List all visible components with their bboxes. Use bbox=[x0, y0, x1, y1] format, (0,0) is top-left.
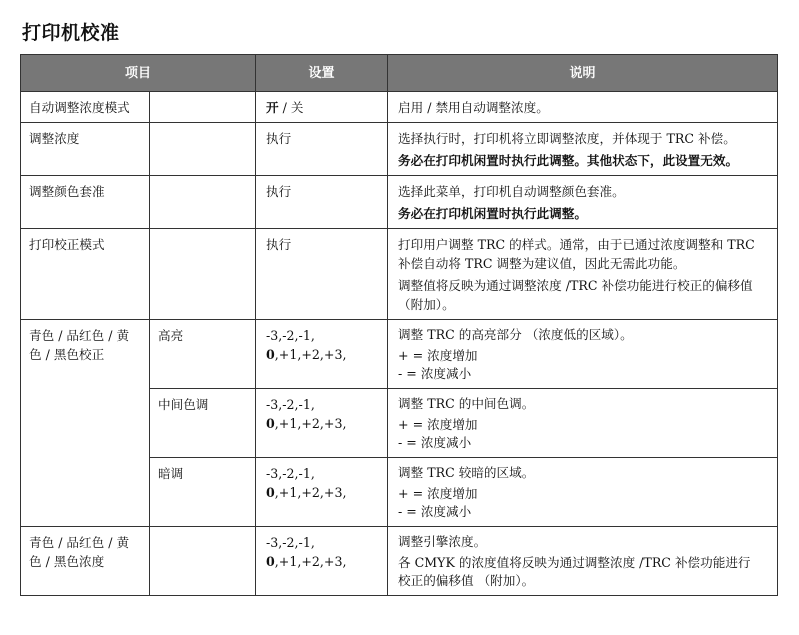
setting-option: / 关 bbox=[278, 100, 304, 115]
range-default: 0 bbox=[266, 416, 275, 431]
range-text: -3,-2,-1, bbox=[266, 535, 315, 550]
item-cell: 调整颜色套准 bbox=[21, 176, 150, 229]
description-text: 调整值将反映为通过调整浓度 /TRC 补偿功能进行校正的偏移值 bbox=[398, 278, 753, 293]
description-text: 调整引擎浓度。 bbox=[398, 534, 487, 549]
range-text: -3,-2,-1, bbox=[266, 397, 315, 412]
subitem-cell bbox=[150, 527, 256, 596]
minus-note: - = 浓度减小 bbox=[398, 435, 472, 450]
warning-text: 务必在打印机闲置时执行此调整。其他状态下，此设置无效。 bbox=[398, 153, 739, 168]
setting-cell bbox=[256, 389, 388, 458]
item-cell: 自动调整浓度模式 bbox=[21, 92, 150, 123]
description-cell bbox=[388, 458, 778, 527]
header-description: 说明 bbox=[388, 55, 778, 92]
table-row bbox=[21, 229, 778, 320]
description-text: 校正的偏移值 （附加）。 bbox=[398, 573, 535, 588]
range-text: ,+1,+2,+3, bbox=[274, 554, 347, 569]
item-text: 青色 / 品红色 / 黄 bbox=[29, 328, 130, 343]
header-setting: 设置 bbox=[256, 55, 388, 92]
description-cell bbox=[388, 320, 778, 389]
item-cell: 调整浓度 bbox=[21, 123, 150, 176]
setting-cell bbox=[256, 92, 388, 123]
description-text: （附加）。 bbox=[398, 297, 455, 312]
plus-note: + = 浓度增加 bbox=[398, 486, 478, 501]
subitem-cell bbox=[150, 92, 256, 123]
plus-note: + = 浓度增加 bbox=[398, 348, 478, 363]
description-cell bbox=[388, 176, 778, 229]
table-header-row bbox=[21, 55, 778, 92]
table-row bbox=[21, 320, 778, 389]
range-text: ,+1,+2,+3, bbox=[274, 347, 347, 362]
description-text: 调整 TRC 较暗的区域。 bbox=[398, 465, 535, 480]
item-cell: 打印校正模式 bbox=[21, 229, 150, 320]
subitem-cell bbox=[150, 176, 256, 229]
description-cell: 启用 / 禁用自动调整浓度。 bbox=[388, 92, 778, 123]
printer-calibration-table bbox=[20, 54, 778, 596]
page-title: 打印机校准 bbox=[22, 22, 120, 44]
description-text: 补偿自动将 TRC 调整为建议值，因此无需此功能。 bbox=[398, 256, 686, 271]
subitem-cell: 高亮 bbox=[150, 320, 256, 389]
description-text: 调整 TRC 的中间色调。 bbox=[398, 396, 535, 411]
description-cell bbox=[388, 527, 778, 596]
minus-note: - = 浓度减小 bbox=[398, 366, 472, 381]
range-text: -3,-2,-1, bbox=[266, 328, 315, 343]
description-text: 调整 TRC 的高亮部分 （浓度低的区域）。 bbox=[398, 327, 633, 342]
item-text: 色 / 黑色校正 bbox=[29, 347, 105, 362]
subitem-cell bbox=[150, 229, 256, 320]
setting-cell bbox=[256, 458, 388, 527]
subitem-cell: 中间色调 bbox=[150, 389, 256, 458]
warning-text: 务必在打印机闲置时执行此调整。 bbox=[398, 206, 587, 221]
description-cell bbox=[388, 229, 778, 320]
description-text: 选择执行时，打印机将立即调整浓度，并体现于 TRC 补偿。 bbox=[398, 131, 736, 146]
minus-note: - = 浓度减小 bbox=[398, 504, 472, 519]
subitem-cell bbox=[150, 123, 256, 176]
plus-note: + = 浓度增加 bbox=[398, 417, 478, 432]
setting-default: 开 bbox=[266, 100, 279, 115]
item-cell bbox=[21, 527, 150, 596]
header-item: 项目 bbox=[21, 55, 256, 92]
table-row bbox=[21, 123, 778, 176]
setting-cell: 执行 bbox=[256, 176, 388, 229]
table-row bbox=[21, 527, 778, 596]
item-text: 色 / 黑色浓度 bbox=[29, 554, 105, 569]
range-default: 0 bbox=[266, 554, 275, 569]
setting-cell: 执行 bbox=[256, 229, 388, 320]
range-default: 0 bbox=[266, 485, 275, 500]
range-default: 0 bbox=[266, 347, 275, 362]
description-text: 打印用户调整 TRC 的样式。通常，由于已通过浓度调整和 TRC bbox=[398, 237, 755, 252]
table-row bbox=[21, 176, 778, 229]
range-text: ,+1,+2,+3, bbox=[274, 416, 347, 431]
item-cell bbox=[21, 320, 150, 527]
subitem-cell: 暗调 bbox=[150, 458, 256, 527]
setting-cell bbox=[256, 527, 388, 596]
description-cell bbox=[388, 389, 778, 458]
setting-cell bbox=[256, 320, 388, 389]
description-text: 各 CMYK 的浓度值将反映为通过调整浓度 /TRC 补偿功能进行 bbox=[398, 555, 751, 570]
description-cell bbox=[388, 123, 778, 176]
range-text: ,+1,+2,+3, bbox=[274, 485, 347, 500]
range-text: -3,-2,-1, bbox=[266, 466, 315, 481]
setting-cell: 执行 bbox=[256, 123, 388, 176]
item-text: 青色 / 品红色 / 黄 bbox=[29, 535, 130, 550]
description-text: 选择此菜单，打印机自动调整颜色套准。 bbox=[398, 184, 625, 199]
table-row bbox=[21, 92, 778, 123]
